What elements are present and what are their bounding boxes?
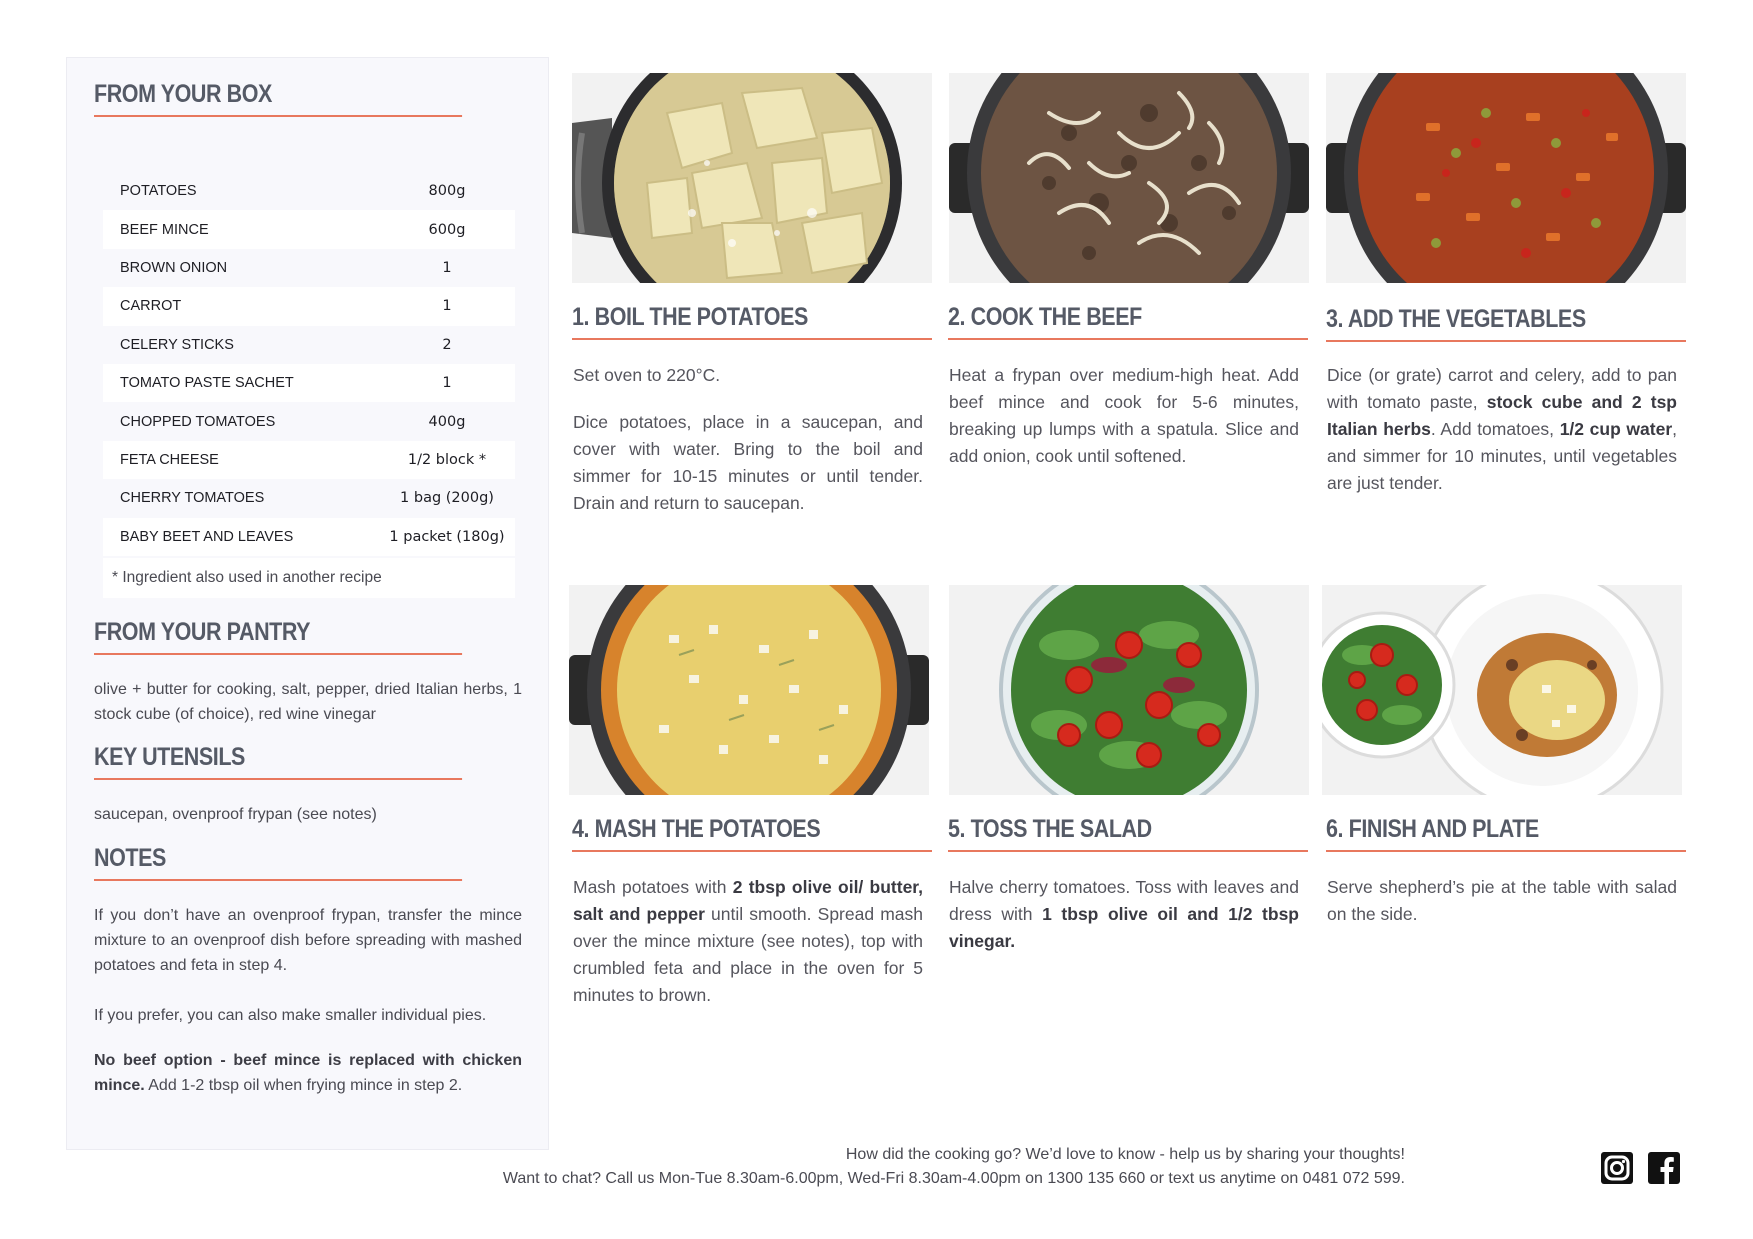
step-6-photo [1322,585,1682,795]
ingredients-table [103,172,515,556]
ingredient-qty: 1/2 block * [407,451,487,468]
ingredient-qty: 800g [428,183,466,200]
ingredient-qty: 1 [442,375,452,392]
step-6-text [1327,874,1677,928]
notes-paragraph-2: If you prefer, you can also make smaller individual pies. [94,1007,487,1024]
ingredient-qty: 1 [442,298,452,315]
step-3-photo [1326,73,1686,283]
ingredient-row [103,326,515,364]
ingredient-name: TOMATO PASTE SACHET [120,375,294,392]
ingredients-sidebar [66,57,549,1150]
step-1-title [572,303,932,340]
step-3-paragraph-1 [1327,362,1677,497]
ingredient-footnote: * Ingredient also used in another recipe [103,558,515,598]
ingredient-row [103,441,515,479]
ingredient-name: CELERY STICKS [120,336,234,353]
step-5-text-part: Halve cherry tomatoes. Toss with leaves and dress with [949,877,1299,924]
ingredient-row [103,287,515,325]
instagram-icon[interactable] [1600,1151,1634,1185]
step-3-title-text: 3. ADD THE VEGETABLES [1326,305,1586,333]
utensils-text: saucepan, ovenproof frypan (see notes) [94,806,377,823]
ingredient-row [103,249,515,287]
step-2-title [948,303,1308,340]
ingredient-name: FETA CHEESE [120,451,219,468]
ingredient-qty: 400g [428,413,466,430]
key-utensils-heading: KEY UTENSILS [94,743,462,780]
step-5-title-text: 5. TOSS THE SALAD [948,815,1152,843]
step-4-photo [569,585,929,795]
ingredient-name: CHERRY TOMATOES [120,490,265,507]
step-1-paragraph-1: Set oven to 220°C. [573,365,721,385]
step-3-text-part: . Add tomatoes, [1430,419,1560,439]
notes-paragraph-1: If you don’t have an ovenproof frypan, transfer the mince mixture to an ovenproof dish before spreading with mashed potatoes and feta in step 4. [94,907,522,974]
step-3-bold-part: 1/2 cup water [1559,419,1673,439]
facebook-icon[interactable] [1647,1151,1681,1185]
notes-heading: NOTES [94,844,462,881]
ingredient-qty: 2 [442,336,452,353]
ingredient-name: POTATOES [120,183,197,200]
notes-regular-text: Add 1-2 tbsp oil when frying mince in step 2. [144,1077,463,1094]
step-2-text [949,362,1299,470]
step-1-title-text: 1. BOIL THE POTATOES [572,303,808,331]
step-5-bold-part: 1 tbsp olive oil and 1/2 tbsp vinegar. [949,904,1299,951]
step-3-text-part: Dice (or grate) carrot and celery, add to pan with tomato paste, [1327,365,1677,412]
pantry-text: olive + butter for cooking, salt, pepper, dried Italian herbs, 1 stock cube (of choice), red wine vinegar [94,681,522,723]
step-2-title-text: 2. COOK THE BEEF [948,303,1142,331]
step-4-title [572,815,932,852]
notes-bold-text: No beef option - beef mince is replaced with chicken mince. [94,1052,522,1094]
ingredient-row [103,402,515,440]
ingredient-name: CARROT [120,298,182,315]
step-2-paragraph-1: Heat a frypan over medium-high heat. Add beef mince and cook for 5-6 minutes, breaking up lumps with a spatula. Slice and add onion, cook until softened. [949,365,1299,466]
step-3-text-part: , and simmer for 10 minutes, until vegetables are just tender. [1327,419,1677,493]
step-5-title [948,815,1308,852]
ingredient-name: BEEF MINCE [120,221,209,238]
ingredient-row [103,172,515,210]
feedback-line: How did the cooking go? We’d love to know - help us by sharing your thoughts! [845,1146,1405,1163]
notes-paragraph-3 [94,1048,522,1098]
step-5-text [949,874,1299,955]
step-4-bold-part: 2 tbsp olive oil/ butter, salt and pepper [573,877,924,924]
step-6-title-text: 6. FINISH AND PLATE [1326,815,1539,843]
ingredient-name: BROWN ONION [120,259,228,276]
ingredient-row [103,518,515,556]
step-4-text-part: until smooth. Spread mash over the mince mixture (see notes), top with crumbled feta and place in the oven for 5 minutes to brown. [573,904,923,1005]
step-3-text [1327,362,1677,497]
ingredient-qty: 1 packet (180g) [389,528,505,545]
step-1-photo [572,73,932,283]
from-your-pantry-heading: FROM YOUR PANTRY [94,618,462,655]
ingredient-qty: 1 [442,259,452,276]
ingredient-qty: 1 bag (200g) [400,490,494,507]
step-2-photo [949,73,1309,283]
step-6-title [1326,815,1686,852]
step-3-title [1326,305,1686,342]
step-5-photo [949,585,1309,795]
step-3-bold-part: stock cube and 2 tsp Italian herbs [1327,392,1677,439]
step-5-paragraph-1 [949,874,1299,955]
step-4-title-text: 4. MASH THE POTATOES [572,815,821,843]
ingredient-row [103,364,515,402]
step-4-text-part: Mash potatoes with [573,877,733,897]
ingredient-row [103,479,515,517]
step-4-text [573,874,923,1009]
contact-line: Want to chat? Call us Mon-Tue 8.30am-6.00pm, Wed-Fri 8.30am-4.00pm on 1300 135 660 or text us anytime on 0481 072 599. [502,1170,1405,1187]
from-your-box-heading: FROM YOUR BOX [94,80,462,117]
step-6-paragraph-1: Serve shepherd’s pie at the table with salad on the side. [1327,877,1677,924]
ingredient-name: CHOPPED TOMATOES [120,413,276,430]
ingredient-row [103,210,515,248]
step-1-text [573,362,923,517]
step-4-paragraph-1 [573,874,923,1009]
ingredient-name: BABY BEET AND LEAVES [120,528,294,545]
step-1-paragraph-2: Dice potatoes, place in a saucepan, and cover with water. Bring to the boil and simmer for 10-15 minutes or until tender. Drain and return to saucepan. [573,412,923,513]
ingredient-qty: 600g [428,221,466,238]
